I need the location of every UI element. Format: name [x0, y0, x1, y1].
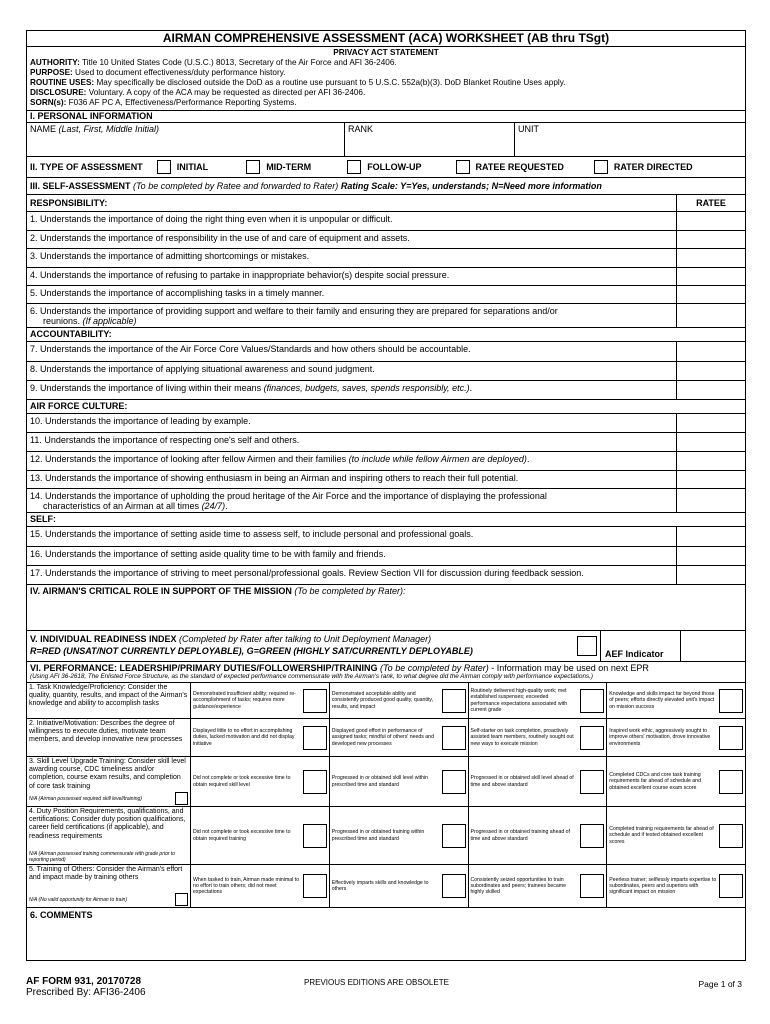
- form-number: AF FORM 931, 20170728: [26, 976, 142, 987]
- ratee-cell[interactable]: [677, 231, 745, 248]
- rating-checkbox[interactable]: [303, 689, 327, 713]
- ratee-cell[interactable]: [677, 471, 745, 488]
- rating-checkbox[interactable]: [303, 770, 327, 794]
- performance-criterion: 1. Task Knowledge/Proficiency: Consider the quality, quantity, results, and impact of the Airman's knowledge and ability to accomplish tasks: [27, 683, 191, 718]
- ratee-cell[interactable]: [677, 433, 745, 451]
- previous-editions-note: PREVIOUS EDITIONS ARE OBSOLETE: [304, 978, 449, 987]
- purpose-line: PURPOSE: Used to document effectiveness/duty performance history.: [30, 68, 286, 77]
- performance-row: 5. Training of Others: Consider the Airman's effort and impact made by training others N/A (No valid opportunity for Airman to train) When tasked to train, Airman made minimal to no effort to train others; did not meet expectations Effectively imparts skills and knowledge to others Consistently seized opportunities to train subordinates and peers; trainees became highly skilled Peerless trainer; selflessly imparts expertise to subordinates, peers and superiors with significant impact on mission: [27, 865, 745, 908]
- ratee-cell[interactable]: [677, 452, 745, 470]
- rating-checkbox[interactable]: [303, 874, 327, 898]
- mission-role-field[interactable]: IV. AIRMAN'S CRITICAL ROLE IN SUPPORT OF THE MISSION (To be completed by Rater):: [27, 585, 745, 631]
- ratee-cell[interactable]: [677, 304, 745, 327]
- sa-item: 7. Understands the importance of the Air Force Core Values/Standards and how others should be accountable.: [27, 342, 745, 362]
- rating-checkbox[interactable]: [719, 770, 743, 794]
- category-air-force-culture: AIR FORCE CULTURE:: [27, 400, 745, 414]
- rating-checkbox[interactable]: [442, 824, 466, 848]
- disclosure-line: DISCLOSURE: Voluntary. A copy of the ACA may be requested as directed per AFI 36-2406.: [30, 88, 366, 97]
- sa-item: 10. Understands the importance of leading by example.: [27, 414, 745, 433]
- performance-criterion: 2. Initiative/Motivation: Describes the degree of willingness to execute duties, motivate team members, and develop innovative new processes: [27, 719, 191, 756]
- comments-field[interactable]: [27, 908, 745, 960]
- assessment-type-row: II. TYPE OF ASSESSMENT INITIAL MID-TERM FOLLOW-UP RATEE REQUESTED RATER DIRECTED: [27, 157, 745, 178]
- page-number: Page 1 of 3: [698, 979, 742, 989]
- rating-checkbox[interactable]: [580, 726, 604, 750]
- sa-item: 17. Understands the importance of striving to meet personal/professional goals. Review Section VII for discussion during feedback session.: [27, 566, 745, 585]
- sa-item: 3. Understands the importance of admitting shortcomings or mistakes.: [27, 249, 745, 268]
- sa-item: 4. Understands the importance of refusing to partake in inappropriate behavior(s) despite social pressure.: [27, 268, 745, 286]
- performance-row: 4. Duty Position Requirements, qualifications, and certifications: Consider duty position qualifications, career field certifications (if applicable), and readiness requirements N/A (Airman possessed training commensurate with grade prior to reporting period) Did not complete or took excessive time to obtain required training Progressed in or obtained training within prescribed time and standard Progressed in or obtained training ahead of time and above standard Completed training requirements far ahead of schedule and if tested obtained excellent scores: [27, 807, 745, 865]
- self-assessment-heading: III. SELF-ASSESSMENT (To be completed by Ratee and forwarded to Rater) Rating Scale: Y=Yes, understands; N=Need more information: [27, 178, 745, 195]
- ratee-cell[interactable]: [677, 362, 745, 380]
- rating-checkbox[interactable]: [719, 726, 743, 750]
- ratee-cell[interactable]: [677, 342, 745, 361]
- ratee-cell[interactable]: [677, 268, 745, 285]
- rating-checkbox[interactable]: [442, 689, 466, 713]
- responsibility-header: [27, 195, 745, 212]
- sa-item: 16. Understands the importance of setting aside quality time to be with family and friends.: [27, 547, 745, 566]
- ratee-cell[interactable]: [677, 249, 745, 267]
- sorn-line: SORN(s): F036 AF PC A, Effectiveness/Performance Reporting Systems.: [30, 98, 297, 107]
- form-footer: [26, 976, 746, 1010]
- performance-criterion: 5. Training of Others: Consider the Airman's effort and impact made by training others N/A (No valid opportunity for Airman to train): [27, 865, 191, 907]
- aef-indicator-label: AEF Indicator: [600, 631, 680, 661]
- ratee-cell[interactable]: [677, 527, 745, 546]
- sa-item: 5. Understands the importance of accomplishing tasks in a timely manner.: [27, 286, 745, 304]
- assessment-type-label: II. TYPE OF ASSESSMENT: [30, 162, 143, 172]
- unit-field[interactable]: UNIT: [518, 124, 539, 134]
- rating-checkbox[interactable]: [580, 824, 604, 848]
- rating-checkbox[interactable]: [719, 689, 743, 713]
- sa-item: 8. Understands the importance of applying situational awareness and sound judgment.: [27, 362, 745, 381]
- rating-checkbox[interactable]: [303, 824, 327, 848]
- form-title: AIRMAN COMPREHENSIVE ASSESSMENT (ACA) WORKSHEET (AB thru TSgt): [27, 31, 745, 47]
- performance-row: 1. Task Knowledge/Proficiency: Consider the quality, quantity, results, and impact of the Airman's knowledge and ability to accomplish tasks Demonstrated insufficient ability; required re-accomplishment of tasks; requires more guidance/experience Demonstrated acceptable ability and consistently produced good quality, quantity, results, and impact Routinely delivered high-quality work; met established suspenses; exceeded performance expectations associated with current grade Knowledge and skills impact far beyond those of peers; efforts directly elevated unit's impact on mission success: [27, 683, 745, 719]
- category-responsibility: RESPONSIBILITY:: [27, 195, 677, 211]
- rating-checkbox[interactable]: [303, 726, 327, 750]
- performance-heading: VI. PERFORMANCE: LEADERSHIP/PRIMARY DUTIES/FOLLOWERSHIP/TRAINING (To be completed by Rater) - Information may be used on next EPR (Using AFI 36-2618, The Enlisted Force Structure, as the standard of expected performance commensurate with the Airman's rank, to what degree did the Airman comply with performance expectations.): [27, 662, 745, 683]
- sa-item: 6. Understands the importance of providing support and welfare to their family and ensuring they are prepared for separations and/or reunions. (If applicable): [27, 304, 745, 328]
- sa-item: 1. Understands the importance of doing the right thing even when it is unpopular or difficult.: [27, 212, 745, 231]
- sa-item: 15. Understands the importance of setting aside time to assess self, to include personal and professional goals.: [27, 527, 745, 547]
- rating-checkbox[interactable]: [442, 874, 466, 898]
- readiness-checkbox[interactable]: [577, 636, 597, 656]
- na-checkbox[interactable]: [175, 893, 188, 906]
- sa-item: 2. Understands the importance of responsibility in the use of and care of equipment and assets.: [27, 231, 745, 249]
- rank-field[interactable]: RANK: [345, 123, 515, 156]
- rating-checkbox[interactable]: [442, 726, 466, 750]
- ratee-cell[interactable]: [677, 212, 745, 230]
- personal-info-row: [27, 123, 745, 157]
- sa-item: 9. Understands the importance of living within their means (finances, budgets, saves, spends responsibly, etc.).: [27, 381, 745, 400]
- readiness-text: V. INDIVIDUAL READINESS INDEX (Completed by Rater after talking to Unit Deployment Manager) R=RED (UNSAT/NOT CURRENTLY DEPLOYABLE), G=GREEN (HIGHLY SAT/CURRENTLY DEPLOYABLE): [30, 634, 473, 656]
- sa-item: 11. Understands the importance of respecting one's self and others.: [27, 433, 745, 452]
- na-checkbox[interactable]: [175, 792, 188, 805]
- prescribed-by: Prescribed By: AFI36-2406: [26, 987, 146, 998]
- sa-item: 14. Understands the importance of upholding the proud heritage of the Air Force and the importance of displaying the professional characteristics of an Airman at all times (24/7).: [27, 489, 745, 513]
- performance-row: 2. Initiative/Motivation: Describes the degree of willingness to execute duties, motivate team members, and develop innovative new processes Displayed little to no effort in accomplishing duties, lacked motivation and did not display initiative Displayed good effort in performance of assigned tasks; mindful of others' needs and developed new processes Self-starter on task completion, proactively assisted team members, routinely sought out new ways to execute mission Inspired work ethic, aggressively sought to improve others' motivation, drove innovative environments: [27, 719, 745, 757]
- aef-indicator-field[interactable]: [680, 631, 745, 661]
- mid-term-checkbox[interactable]: [246, 160, 260, 174]
- category-accountability: ACCOUNTABILITY:: [27, 328, 745, 342]
- routine-uses-line: ROUTINE USES: May specifically be disclosed outside the DoD as a routine use pursuant to 5 U.S.C. 552a(b)(3). DoD Blanket Routine Uses apply.: [30, 78, 566, 87]
- ratee-cell[interactable]: [677, 414, 745, 432]
- category-self: SELF:: [27, 513, 745, 527]
- ratee-cell[interactable]: [677, 489, 745, 512]
- privacy-heading: PRIVACY ACT STATEMENT: [333, 48, 439, 57]
- rating-checkbox[interactable]: [719, 824, 743, 848]
- rating-checkbox[interactable]: [580, 874, 604, 898]
- ratee-cell[interactable]: [677, 381, 745, 399]
- ratee-cell[interactable]: [677, 547, 745, 565]
- performance-row: 3. Skill Level Upgrade Training: Consider skill level awarding course, CDC timeliness and/or completion, course exam results, and completion of core task training N/A (Airman possessed required skill level/training) Did not complete or took excessive time to obtain required skill level Progressed in or obtained skill level within prescribed time and standard Progressed in or obtained skill level ahead of time and above standard Completed CDCs and core task training requirements far ahead of schedule and obtained excellent course exam score: [27, 757, 745, 807]
- performance-criterion: 3. Skill Level Upgrade Training: Consider skill level awarding course, CDC timeliness and/or completion, course exam results, and completion of core task training N/A (Airman possessed required skill level/training): [27, 757, 191, 806]
- ratee-cell[interactable]: [677, 566, 745, 584]
- authority-line: AUTHORITY: Title 10 United States Code (U.S.C.) 8013, Secretary of the Air Force and AFI 36-2406.: [30, 58, 397, 67]
- ratee-cell[interactable]: [677, 286, 745, 303]
- performance-criterion: 4. Duty Position Requirements, qualifications, and certifications: Consider duty position qualifications, career field certifications (if applicable), and readiness requirements N/A (Airman possessed training commensurate with grade prior to reporting period): [27, 807, 191, 864]
- personal-info-heading: I. PERSONAL INFORMATION: [27, 111, 745, 123]
- name-field[interactable]: NAME (Last, First, Middle Initial): [27, 123, 345, 156]
- follow-up-checkbox[interactable]: [347, 160, 361, 174]
- rating-checkbox[interactable]: [580, 689, 604, 713]
- ratee-column-header: RATEE: [696, 198, 726, 208]
- privacy-act-statement: [27, 47, 745, 111]
- readiness-row: [27, 631, 745, 662]
- initial-checkbox[interactable]: [157, 160, 171, 174]
- sa-item: 12. Understands the importance of looking after fellow Airmen and their families (to include while fellow Airmen are deployed).: [27, 452, 745, 471]
- ratee-requested-checkbox[interactable]: [456, 160, 470, 174]
- rating-checkbox[interactable]: [580, 770, 604, 794]
- rater-directed-checkbox[interactable]: [594, 160, 608, 174]
- sa-item: 13. Understands the importance of showing enthusiasm in being an Airman and inspiring others to reach their full potential.: [27, 471, 745, 489]
- rating-checkbox[interactable]: [719, 874, 743, 898]
- aca-worksheet-form: [26, 30, 746, 961]
- rating-checkbox[interactable]: [442, 770, 466, 794]
- comments-heading: 6. COMMENTS: [30, 910, 93, 920]
